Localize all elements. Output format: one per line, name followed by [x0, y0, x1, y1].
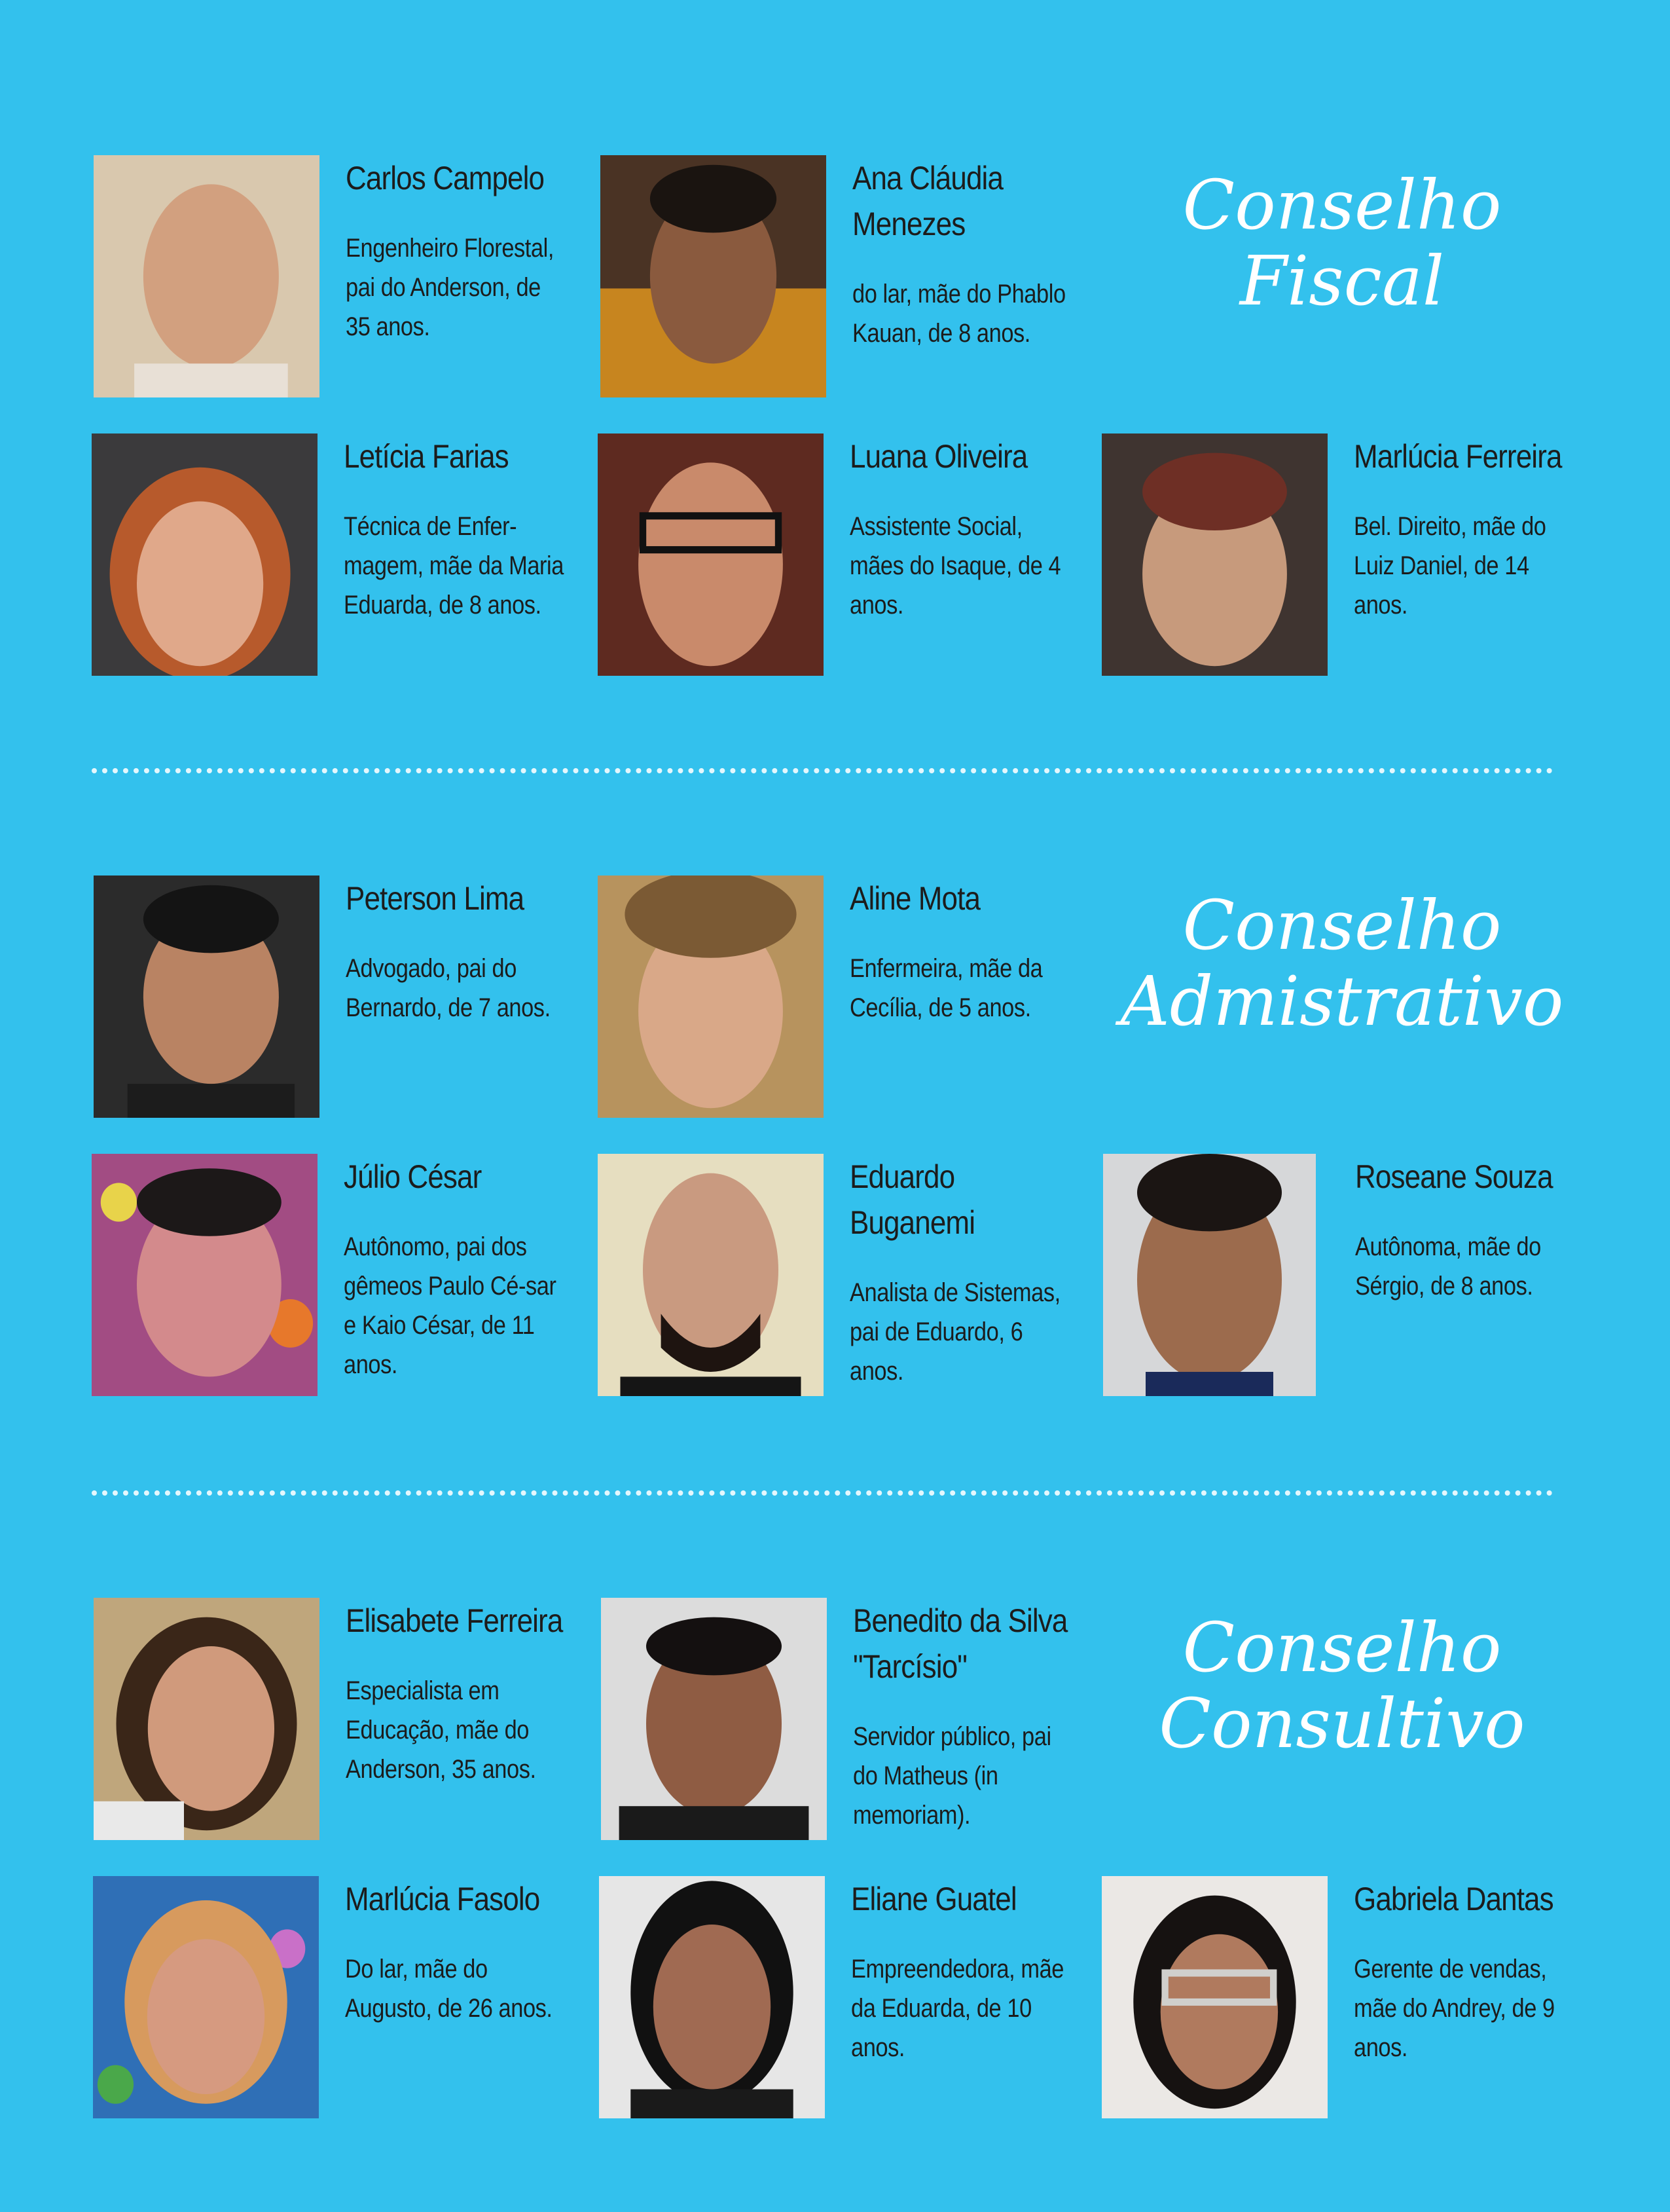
council-title-line2: Admistrativo — [1120, 961, 1564, 1041]
member-name: Letícia Farias — [344, 438, 509, 475]
council-title-line2: Consultivo — [1159, 1684, 1525, 1763]
member-description: Especialista em Educação, mãe do Anderson, 35 anos. — [346, 1676, 536, 1784]
member-description: Enfermeira, mãe da Cecília, de 5 anos. — [850, 954, 1043, 1022]
member-description: Bel. Direito, mãe do Luiz Daniel, de 14 anos. — [1354, 512, 1546, 619]
member-card — [93, 1876, 590, 2125]
member-card — [1103, 1154, 1601, 1403]
member-card — [600, 155, 1098, 404]
member-photo — [94, 1598, 319, 1840]
member-name: Benedito da Silva "Tarcísio" — [853, 1602, 1068, 1685]
member-description: Autônoma, mãe do Sérgio, de 8 anos. — [1355, 1232, 1541, 1300]
member-photo — [92, 1154, 318, 1396]
member-card — [1102, 433, 1599, 682]
member-name: Marlúcia Ferreira — [1354, 438, 1562, 475]
council-title-line1: Conselho — [1182, 165, 1502, 245]
council-title-line1: Conselho — [1182, 885, 1502, 965]
member-name: Ana Cláudia Menezes — [852, 160, 1004, 242]
member-photo — [598, 1154, 824, 1396]
member-description: Autônomo, pai dos gêmeos Paulo Cé-sar e Kaio César, de 11 anos. — [344, 1232, 556, 1379]
member-description: Gerente de vendas, mãe do Andrey, de 9 anos. — [1354, 1955, 1555, 2062]
member-photo — [1102, 433, 1328, 676]
member-name: Júlio César — [344, 1158, 482, 1195]
member-photo — [93, 1876, 319, 2118]
member-card — [601, 1598, 1098, 1847]
member-card — [598, 433, 1095, 682]
member-photo — [599, 1876, 825, 2118]
member-description: Analista de Sistemas, pai de Eduardo, 6 anos. — [850, 1278, 1061, 1386]
member-card — [598, 1154, 1095, 1403]
member-description: Advogado, pai do Bernardo, de 7 anos. — [346, 954, 551, 1022]
council-title — [1113, 887, 1571, 1039]
member-photo — [94, 155, 319, 397]
member-card — [94, 876, 591, 1124]
member-card — [599, 1876, 1097, 2125]
member-name: Eliane Guatel — [851, 1881, 1017, 1917]
member-photo — [1103, 1154, 1316, 1396]
member-description: Do lar, mãe do Augusto, de 26 anos. — [345, 1955, 553, 2023]
member-photo — [598, 876, 824, 1118]
member-description: Assistente Social, mães do Isaque, de 4 anos. — [850, 512, 1061, 619]
member-card — [94, 1598, 591, 1847]
member-description: do lar, mãe do Phablo Kauan, de 8 anos. — [852, 280, 1066, 348]
member-name: Luana Oliveira — [850, 438, 1028, 475]
member-card — [92, 1154, 589, 1403]
member-photo — [598, 433, 824, 676]
member-name: Gabriela Dantas — [1354, 1881, 1553, 1917]
member-name: Elisabete Ferreira — [346, 1602, 563, 1639]
section-divider — [92, 768, 1553, 773]
member-name: Carlos Campelo — [346, 160, 545, 196]
council-title-line2: Fiscal — [1239, 241, 1445, 321]
member-card — [94, 155, 591, 404]
member-name: Eduardo Buganemi — [850, 1158, 975, 1241]
member-photo — [94, 876, 319, 1118]
member-photo — [92, 433, 318, 676]
member-card — [1102, 1876, 1599, 2125]
member-photo — [600, 155, 826, 397]
member-description: Engenheiro Florestal, pai do Anderson, de 35 anos. — [346, 234, 554, 341]
member-description: Servidor público, pai do Matheus (in memoriam). — [853, 1722, 1051, 1830]
member-card — [598, 876, 1095, 1124]
member-description: Empreendedora, mãe da Eduarda, de 10 anos. — [851, 1955, 1064, 2062]
member-name: Aline Mota — [850, 880, 981, 917]
council-title — [1113, 1610, 1571, 1761]
member-card — [92, 433, 589, 682]
council-title-line1: Conselho — [1182, 1608, 1502, 1687]
member-photo — [1102, 1876, 1328, 2118]
council-title — [1113, 167, 1571, 319]
member-name: Roseane Souza — [1355, 1158, 1553, 1195]
section-divider — [92, 1490, 1553, 1496]
member-description: Técnica de Enfer-magem, mãe da Maria Eduarda, de 8 anos. — [344, 512, 564, 619]
member-name: Peterson Lima — [346, 880, 524, 917]
member-name: Marlúcia Fasolo — [345, 1881, 540, 1917]
member-photo — [601, 1598, 827, 1840]
